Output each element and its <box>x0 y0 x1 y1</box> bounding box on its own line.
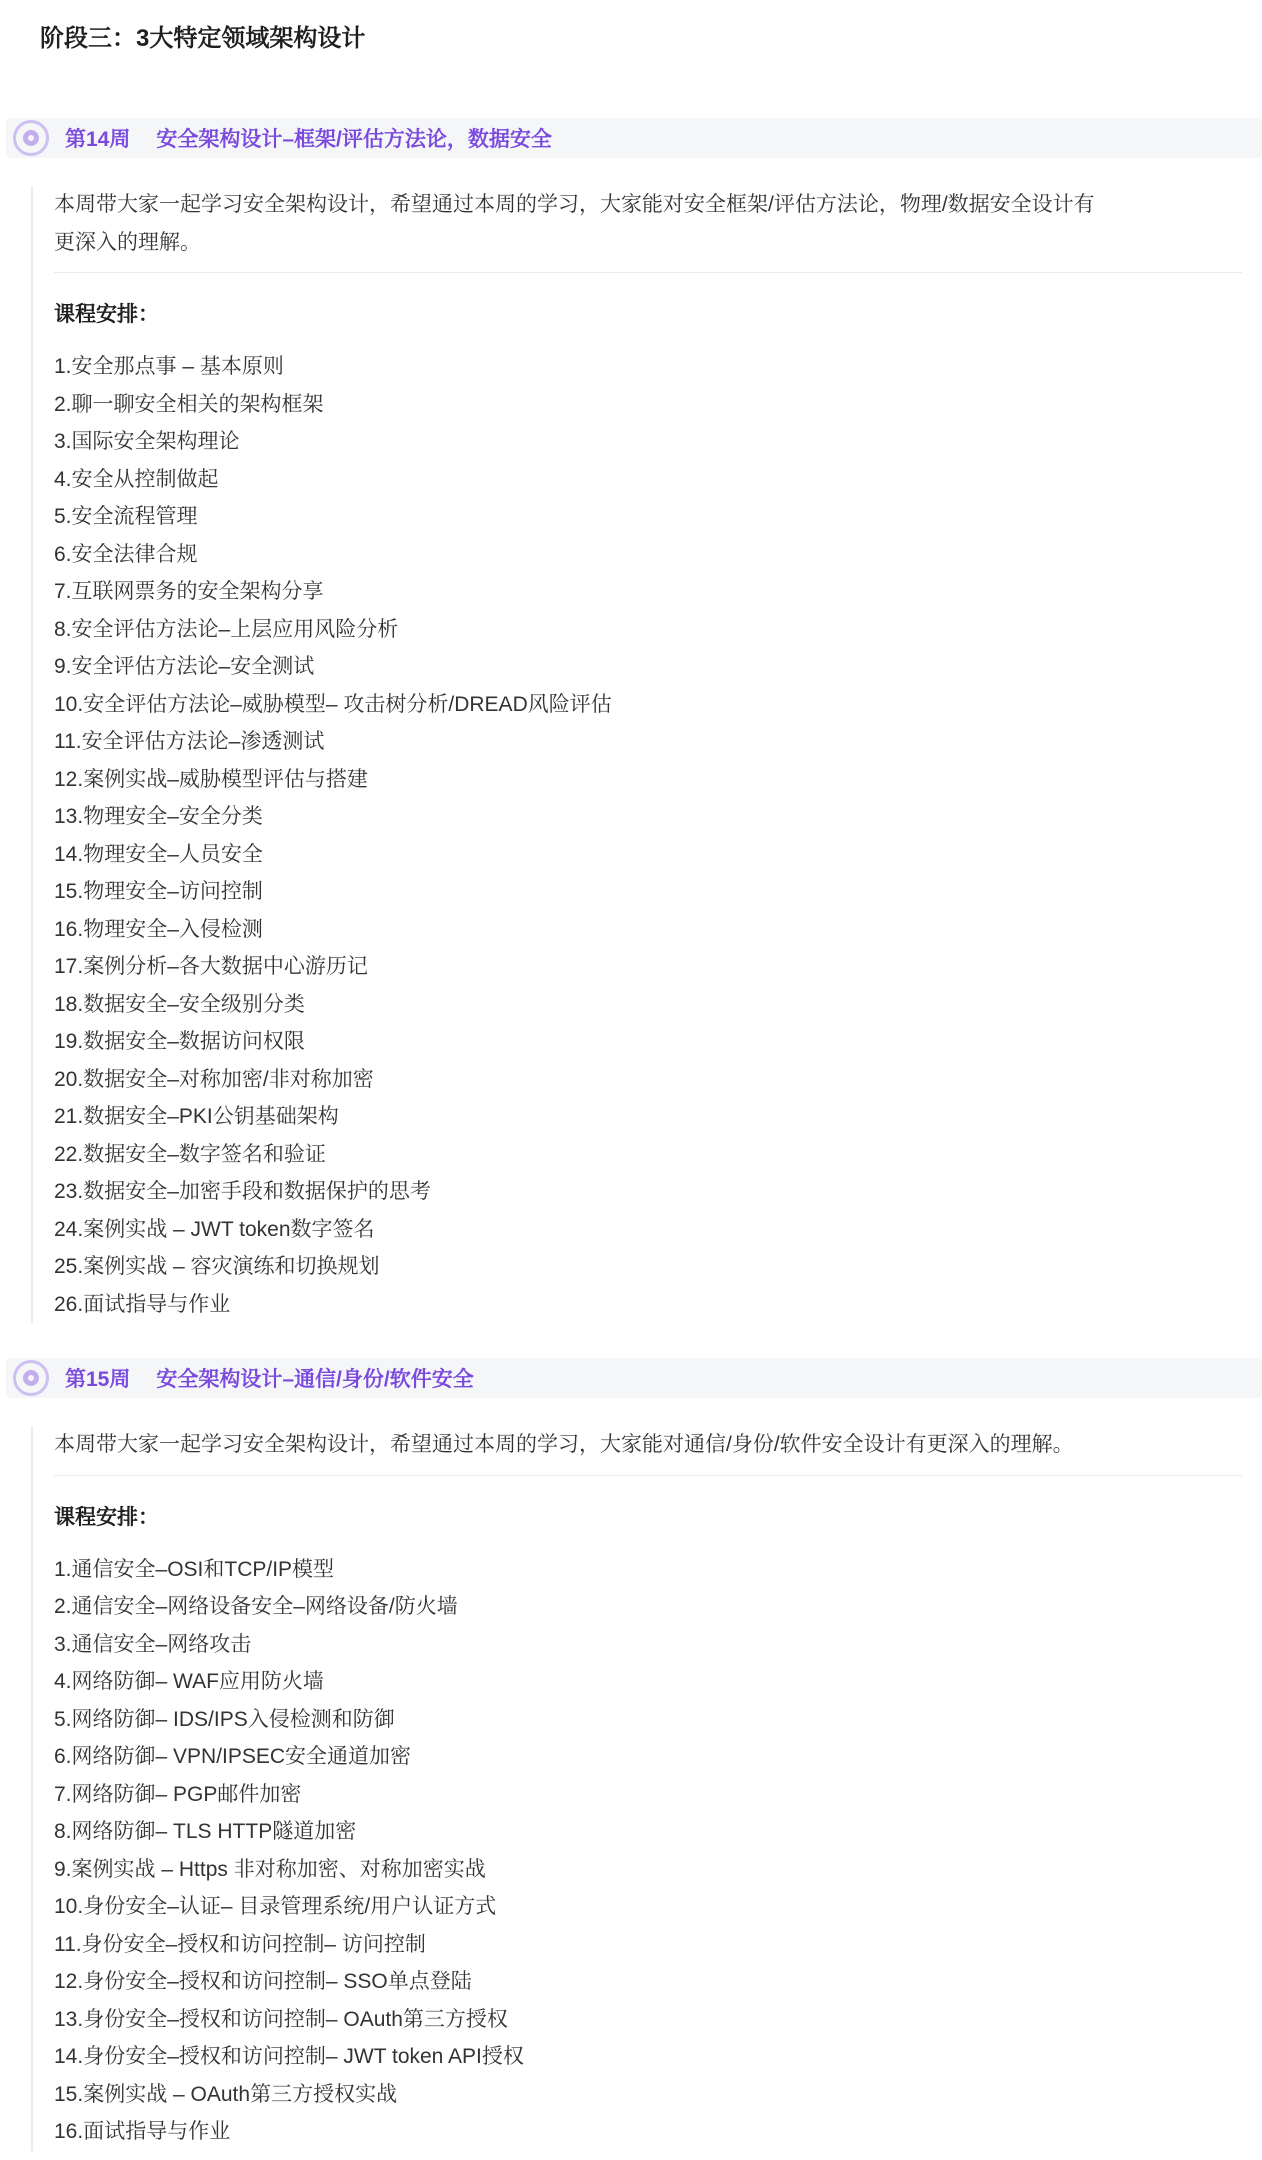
course-item: 6.安全法律合规 <box>54 542 198 566</box>
course-list <box>54 348 1242 1323</box>
course-item: 1.安全那点事 – 基本原则 <box>54 355 284 378</box>
course-item: 21.数据安全–PKI公钥基础架构 <box>54 1105 339 1128</box>
course-item: 12.案例实战–威胁模型评估与搭建 <box>54 767 368 791</box>
course-item: 14.身份安全–授权和访问控制– JWT token API授权 <box>54 2045 524 2068</box>
course-item: 23.数据安全–加密手段和数据保护的思考 <box>54 1180 431 1203</box>
course-item: 9.案例实战 – Https 非对称加密、对称加密实战 <box>54 1857 486 1881</box>
course-item: 20.数据安全–对称加密/非对称加密 <box>54 1067 374 1091</box>
course-item: 5.安全流程管理 <box>54 505 198 528</box>
course-item: 16.面试指导与作业 <box>54 2120 231 2143</box>
course-item: 3.通信安全–网络攻击 <box>54 1632 252 1656</box>
course-item: 24.案例实战 – JWT token数字签名 <box>54 1217 375 1241</box>
page-title: 阶段三：3大特定领域架构设计 <box>40 25 366 52</box>
course-item: 5.网络防御– IDS/IPS入侵检测和防御 <box>54 1707 395 1731</box>
divider <box>54 1475 1242 1476</box>
week-bullet-icon <box>13 1360 49 1396</box>
week-header-bar[interactable] <box>6 1358 1262 1398</box>
course-item: 1.通信安全–OSI和TCP/IP模型 <box>54 1557 335 1581</box>
course-item: 13.物理安全–安全分类 <box>54 805 263 828</box>
course-description: 本周带大家一起学习安全架构设计，希望通过本周的学习，大家能对安全框架/评估方法论，物理/数据安全设计有更深入的理解。 <box>54 193 1095 254</box>
course-item: 12.身份安全–授权和访问控制– SSO单点登陆 <box>54 1970 472 1993</box>
course-list <box>54 1551 1242 2151</box>
week-bullet-dot-icon <box>23 1370 39 1386</box>
course-item: 2.聊一聊安全相关的架构框架 <box>54 392 324 416</box>
week-header-bar[interactable] <box>6 118 1262 158</box>
course-item: 9.安全评估方法论–安全测试 <box>54 655 315 678</box>
course-item: 25.案例实战 – 容灾演练和切换规划 <box>54 1255 380 1278</box>
course-item: 15.物理安全–访问控制 <box>54 880 263 903</box>
week-label: 第15周 <box>65 1368 131 1391</box>
week-section-14 <box>0 118 1262 1323</box>
course-item: 8.安全评估方法论–上层应用风险分析 <box>54 617 399 641</box>
course-item: 15.案例实战 – OAuth第三方授权实战 <box>54 2082 398 2106</box>
course-description: 本周带大家一起学习安全架构设计，希望通过本周的学习，大家能对通信/身份/软件安全设计有更深入的理解。 <box>54 1433 1074 1456</box>
course-item: 2.通信安全–网络设备安全–网络设备/防火墙 <box>54 1595 458 1618</box>
course-item: 3.国际安全架构理论 <box>54 430 240 453</box>
divider <box>54 272 1242 273</box>
course-item: 7.网络防御– PGP邮件加密 <box>54 1782 302 1806</box>
course-item: 26.面试指导与作业 <box>54 1292 231 1316</box>
schedule-heading: 课程安排： <box>54 303 159 326</box>
course-item: 4.安全从控制做起 <box>54 467 219 491</box>
week-title: 安全架构设计–通信/身份/软件安全 <box>156 1368 474 1391</box>
week-content <box>31 186 1242 1323</box>
course-item: 22.数据安全–数字签名和验证 <box>54 1142 326 1166</box>
week-bullet-dot-icon <box>23 130 39 146</box>
week-bullet-icon <box>13 120 49 156</box>
week-title: 安全架构设计–框架/评估方法论，数据安全 <box>156 128 552 151</box>
course-item: 6.网络防御– VPN/IPSEC安全通道加密 <box>54 1745 412 1768</box>
course-item: 4.网络防御– WAF应用防火墙 <box>54 1670 324 1693</box>
week-label: 第14周 <box>65 128 131 151</box>
course-item: 16.物理安全–入侵检测 <box>54 917 263 941</box>
course-item: 10.身份安全–认证– 目录管理系统/用户认证方式 <box>54 1895 497 1918</box>
course-item: 13.身份安全–授权和访问控制– OAuth第三方授权 <box>54 2007 508 2031</box>
week-content <box>31 1426 1242 2151</box>
course-item: 11.身份安全–授权和访问控制– 访问控制 <box>54 1932 426 1956</box>
course-item: 10.安全评估方法论–威胁模型– 攻击树分析/DREAD风险评估 <box>54 692 612 716</box>
course-item: 7.互联网票务的安全架构分享 <box>54 580 324 603</box>
course-item: 11.安全评估方法论–渗透测试 <box>54 730 325 753</box>
course-item: 18.数据安全–安全级别分类 <box>54 992 305 1016</box>
course-item: 17.案例分析–各大数据中心游历记 <box>54 955 368 978</box>
week-section-15 <box>0 1358 1262 2151</box>
schedule-heading: 课程安排： <box>54 1505 159 1529</box>
course-item: 14.物理安全–人员安全 <box>54 842 263 866</box>
course-item: 8.网络防御– TLS HTTP隧道加密 <box>54 1820 357 1843</box>
course-item: 19.数据安全–数据访问权限 <box>54 1030 305 1053</box>
